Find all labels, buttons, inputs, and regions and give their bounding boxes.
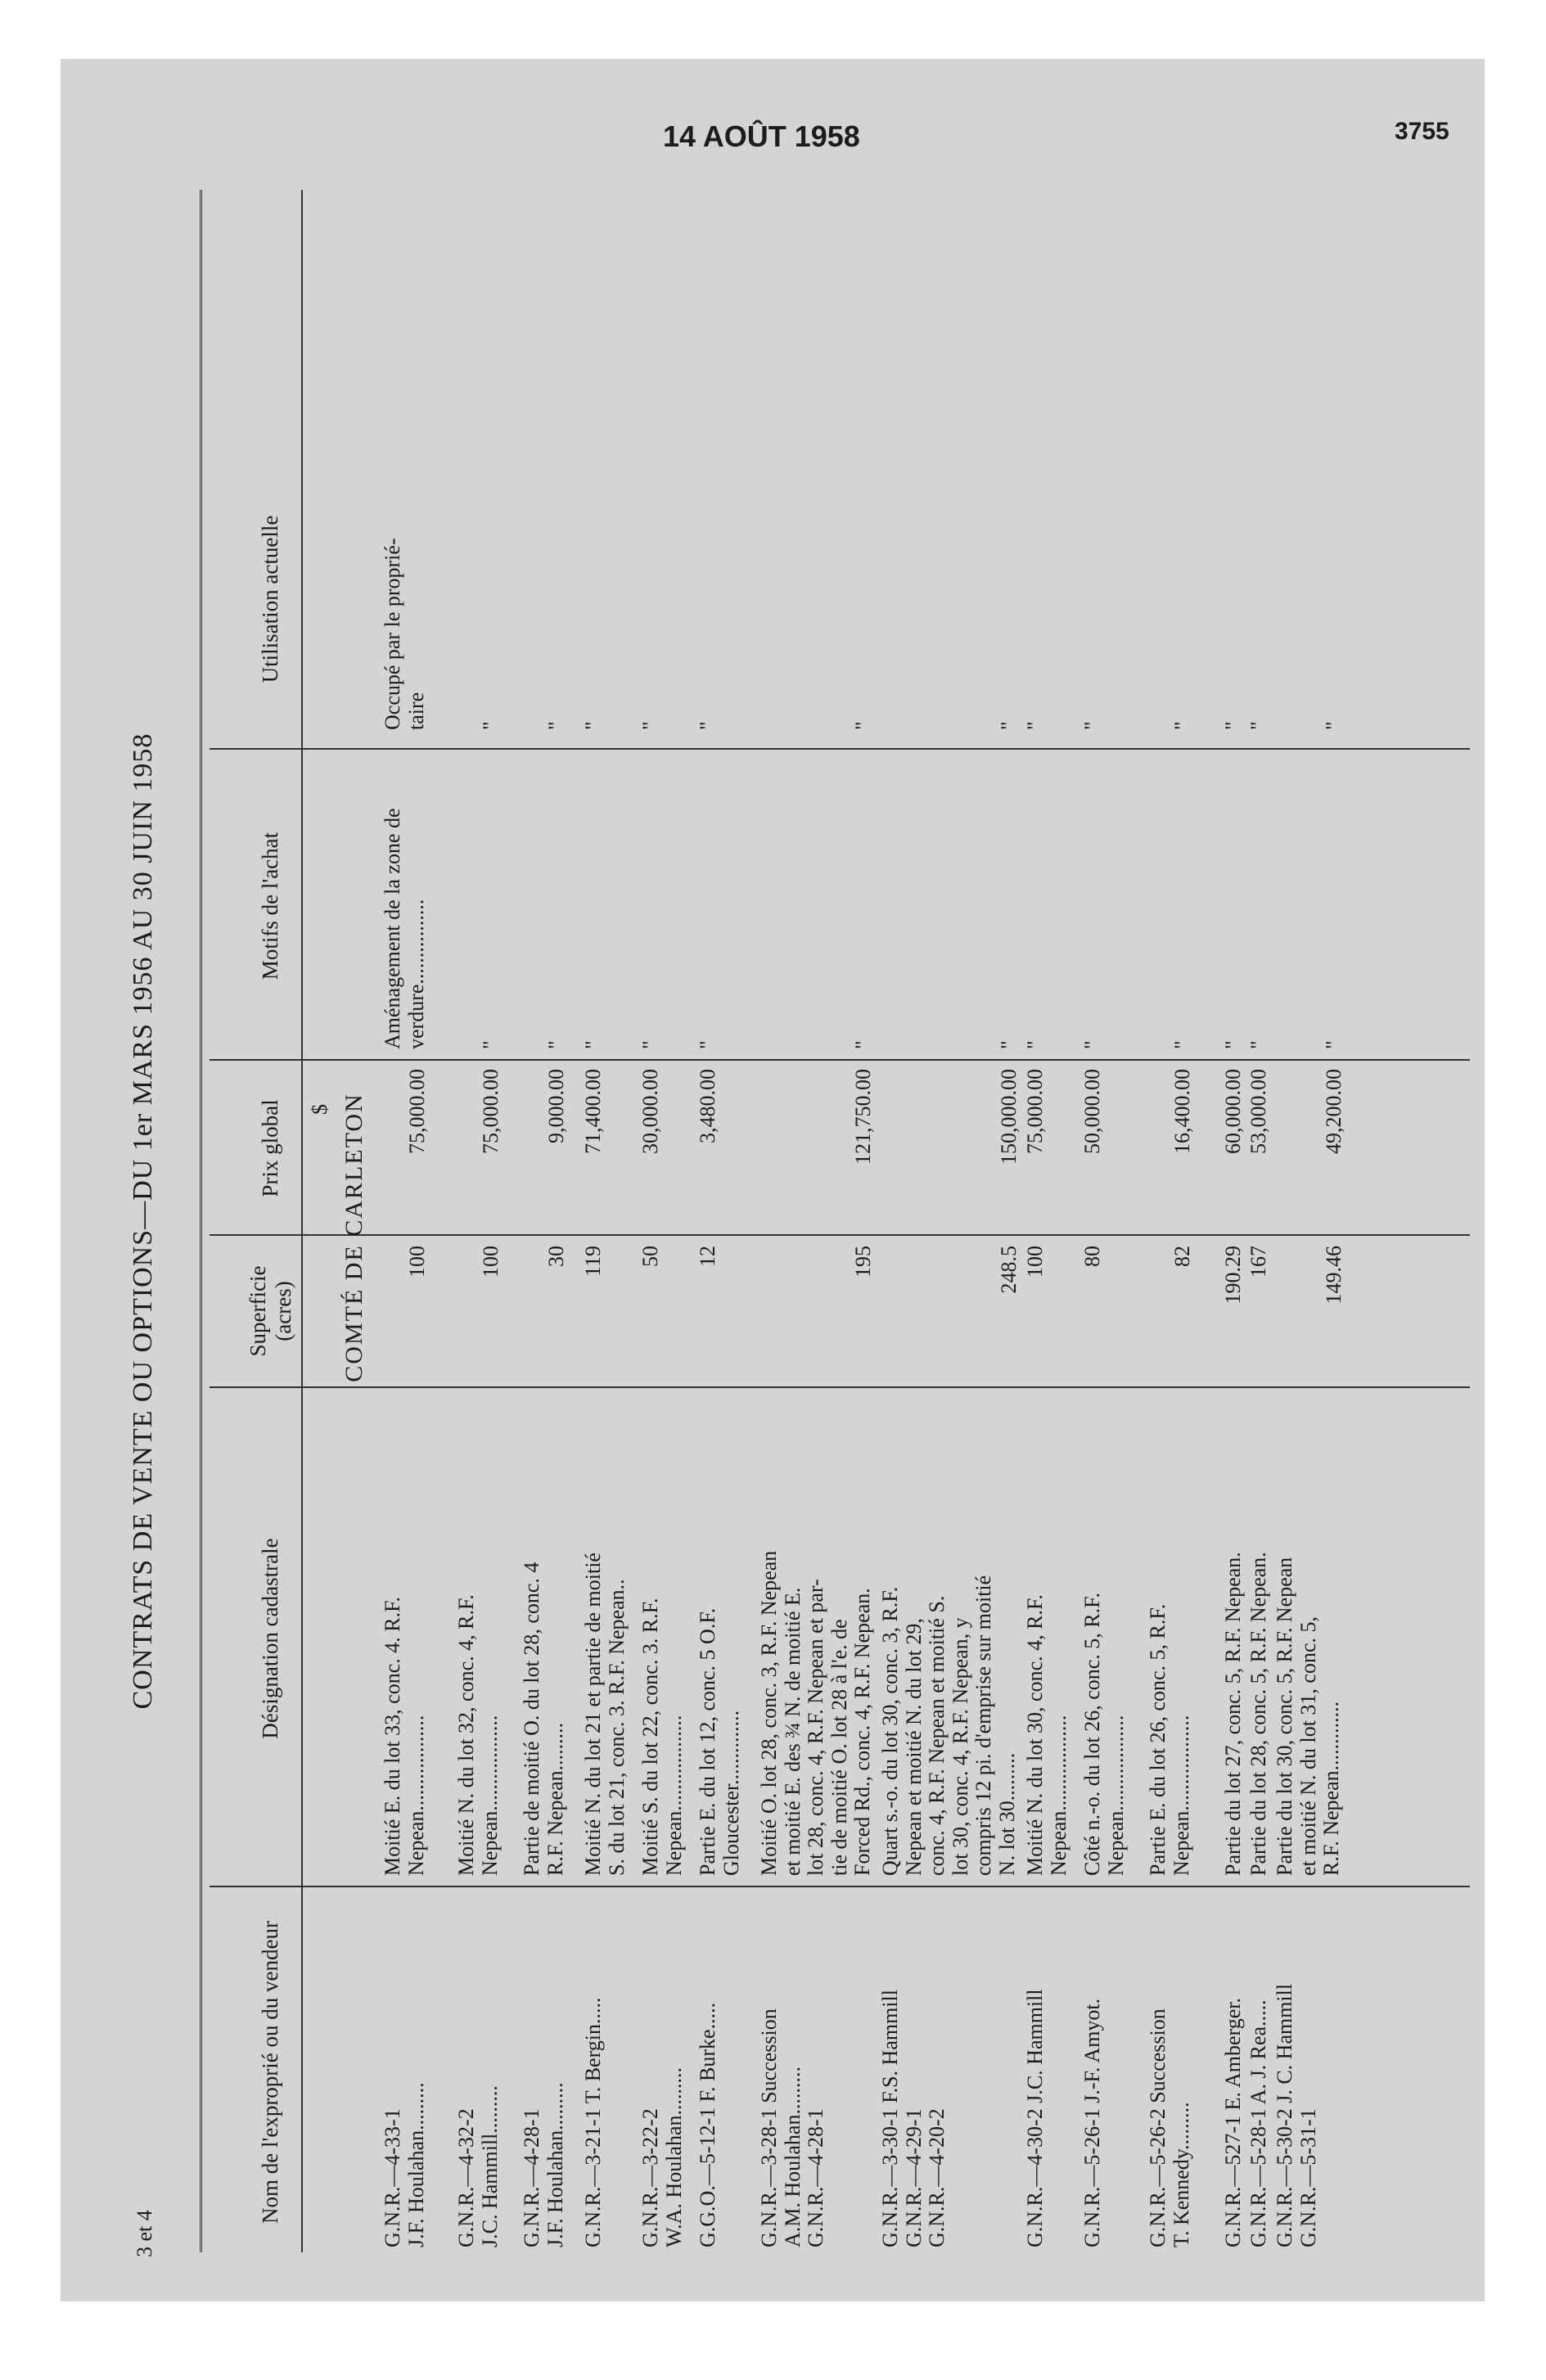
cell-reason: " — [638, 1040, 662, 1049]
cell-designation: Moitié S. du lot 22, conc. 3. R.F. Nepean.................. — [638, 1598, 686, 1876]
page-number: 3755 — [1395, 118, 1449, 145]
cell-price: 75,000.00 — [1023, 1069, 1047, 1154]
cell-name: G.N.R.—5-26-2 Succession T. Kennedy......... — [1146, 2008, 1193, 2247]
cell-use: " — [1246, 721, 1270, 730]
cell-price: 9,000.00 — [544, 1069, 568, 1143]
section-label: 3 et 4 — [133, 2210, 156, 2257]
cell-price: 71,400.00 — [581, 1069, 605, 1154]
cell-name: G.N.R.—527-1 E. Amberger. — [1221, 1998, 1245, 2247]
cell-use: " — [1322, 721, 1345, 730]
cell-designation: Partie E. du lot 26, conc. 5, R.F. Nepean.................. — [1146, 1603, 1193, 1876]
cell-use: " — [997, 721, 1021, 730]
cell-use: " — [1170, 721, 1194, 730]
col-header-price: Prix global — [258, 1099, 283, 1197]
column-divider — [210, 1386, 1470, 1388]
cell-designation: Moitié N. du lot 32, conc. 4, R.F. Nepean.................. — [454, 1594, 502, 1876]
cell-price: 121,750.00 — [851, 1069, 875, 1165]
cell-reason: " — [1246, 1040, 1270, 1049]
cell-price: 30,000.00 — [638, 1069, 662, 1154]
cell-designation: Moitié N. du lot 30, conc. 4, R.F. Nepean.................. — [1023, 1594, 1070, 1876]
cell-area: 149.46 — [1322, 1246, 1345, 1305]
cell-designation: Partie du lot 30, conc. 5, R.F. Nepean et moitié N. du lot 31, conc. 5, R.F. Nepean............. — [1273, 1557, 1344, 1876]
cell-reason: " — [851, 1040, 875, 1049]
cell-designation: Partie du lot 28, conc. 5, R.F. Nepean. — [1246, 1552, 1270, 1876]
cell-area: 30 — [544, 1246, 568, 1267]
cell-use: " — [581, 721, 605, 730]
cell-use: " — [479, 721, 503, 730]
cell-reason: " — [696, 1040, 719, 1049]
cell-name: G.N.R.—5-28-1 A. J. Rea..... — [1246, 1999, 1270, 2247]
cell-reason: " — [1322, 1040, 1345, 1049]
column-divider — [210, 1886, 1470, 1887]
col-header-area: Superficie (acres) — [245, 1265, 295, 1357]
scanned-page — [61, 59, 1485, 2301]
col-header-name: Nom de l'exproprié ou du vendeur — [258, 1921, 283, 2224]
cell-reason: Aménagement de la zone de verdure................ — [381, 808, 428, 1049]
column-divider — [210, 1234, 1470, 1236]
cell-designation: Moitié E. du lot 33, conc. 4. R.F. Nepean.................. — [381, 1597, 428, 1876]
cell-price: 3,480.00 — [696, 1069, 719, 1143]
cell-price: 75,000.00 — [479, 1069, 503, 1154]
contracts-table — [210, 190, 1419, 2252]
cell-area: 119 — [581, 1246, 605, 1278]
currency-symbol: $ — [308, 1104, 331, 1115]
cell-designation: Moitié N. du lot 21 et partie de moitié S. du lot 21, conc. 3. R.F. Nepean.. — [581, 1553, 629, 1876]
cell-designation: Quart s.-o. du lot 30, conc. 3, R.F. Nepean et moitié N. du lot 29, conc. 4, R.F. Nepean et moitié S. lot 30, conc. 4, R.F. Nepean, y compris 12 pi. d'emprise sur moitié N. lot 30......... — [878, 1575, 1019, 1876]
cell-name: G.G.O.—5-12-1 F. Burke..... — [696, 2002, 719, 2247]
cell-use: Occupé par le proprié- taire — [381, 538, 428, 730]
cell-area: 80 — [1080, 1246, 1104, 1267]
cell-reason: " — [544, 1040, 568, 1049]
cell-reason: " — [1170, 1040, 1194, 1049]
cell-use: " — [696, 721, 719, 730]
cell-area: 190.29 — [1221, 1246, 1245, 1305]
col-header-use: Utilisation actuelle — [258, 515, 283, 683]
cell-name: G.N.R.—4-28-1 J.F. Houlahan......... — [520, 2082, 567, 2247]
header-rule — [301, 190, 303, 2252]
cell-price: 150,000.00 — [997, 1069, 1021, 1165]
cell-reason: " — [1023, 1040, 1047, 1049]
cell-area: 12 — [696, 1246, 719, 1267]
header-date: 14 AOÛT 1958 — [663, 119, 860, 153]
cell-area: 167 — [1246, 1246, 1270, 1278]
cell-area: 100 — [1023, 1246, 1047, 1278]
cell-designation: Partie de moitié O. du lot 28, conc. 4 R.F. Nepean......... — [520, 1562, 567, 1876]
cell-use: " — [1080, 721, 1104, 730]
cell-name: G.N.R.—4-33-1 J.F. Houlahan......... — [381, 2082, 428, 2247]
column-divider — [210, 1059, 1470, 1061]
cell-use: " — [1221, 721, 1245, 730]
cell-designation: Partie E. du lot 12, conc. 5 O.F. Gloucester.............. — [696, 1607, 743, 1876]
cell-name: G.N.R.—4-30-2 J.C. Hammill — [1023, 1989, 1047, 2247]
cell-use: " — [638, 721, 662, 730]
cell-use: " — [544, 721, 568, 730]
cell-name: G.N.R.—3-28-1 Succession A.M. Houlahan......... G.N.R.—4-28-1 — [757, 2008, 828, 2247]
cell-name: G.N.R.—3-22-2 W.A. Houlahan......... — [638, 2067, 686, 2247]
cell-price: 53,000.00 — [1246, 1069, 1270, 1154]
col-header-reason: Motifs de l'achat — [258, 832, 283, 980]
cell-reason: " — [1080, 1040, 1104, 1049]
cell-use: " — [851, 721, 875, 730]
cell-reason: " — [997, 1040, 1021, 1049]
cell-reason: " — [479, 1040, 503, 1049]
cell-price: 50,000.00 — [1080, 1069, 1104, 1154]
document-title: CONTRATS DE VENTE OU OPTIONS—DU 1er MARS 1956 AU 30 JUIN 1958 — [128, 732, 158, 1710]
cell-price: 75,000.00 — [405, 1069, 429, 1154]
rotated-table-page — [118, 174, 1419, 2269]
cell-area: 50 — [638, 1246, 662, 1267]
cell-area: 100 — [405, 1246, 429, 1278]
cell-area: 248.5 — [997, 1246, 1021, 1294]
cell-reason: " — [581, 1040, 605, 1049]
column-divider — [210, 748, 1470, 750]
cell-designation: Partie du lot 27, conc. 5, R.F. Nepean. — [1221, 1552, 1245, 1876]
cell-name: G.N.R.—3-30-1 F.S. Hammill G.N.R.—4-29-1 G.N.R.—4-20-2 — [878, 1990, 949, 2247]
county-heading: COMTÉ DE CARLETON — [340, 1093, 367, 1382]
cell-price: 49,200.00 — [1322, 1069, 1345, 1154]
cell-price: 16,400.00 — [1170, 1069, 1194, 1154]
cell-name: G.N.R.—5-30-2 J. C. Hammill G.N.R.—5-31-1 — [1273, 1983, 1320, 2247]
cell-reason: " — [1221, 1040, 1245, 1049]
cell-use: " — [1023, 721, 1047, 730]
cell-name: G.N.R.—4-32-2 J.C. Hammill......... — [454, 2085, 502, 2247]
cell-area: 195 — [851, 1246, 875, 1278]
col-header-designation: Désignation cadastrale — [258, 1538, 283, 1739]
cell-area: 100 — [479, 1246, 503, 1278]
cell-price: 60,000.00 — [1221, 1069, 1245, 1154]
cell-area: 82 — [1170, 1246, 1194, 1267]
cell-name: G.N.R.—3-21-1 T. Bergin..... — [581, 1997, 605, 2247]
cell-name: G.N.R.—5-26-1 J.-F. Amyot. — [1080, 1998, 1104, 2247]
title-rule — [200, 190, 205, 2252]
cell-designation: Côté n.-o. du lot 26, conc. 5, R.F. Nepean.................. — [1080, 1592, 1128, 1876]
cell-designation: Moitié O. lot 28, conc. 3, R.F. Nepean et moitié E. des ¾ N. de moitié E. lot 28, conc. 4, R.F. Nepean et par- tie de moitié O. lot 28 à l'e. de Forced Rd., conc. 4, R.F. Nepean. — [757, 1550, 875, 1876]
